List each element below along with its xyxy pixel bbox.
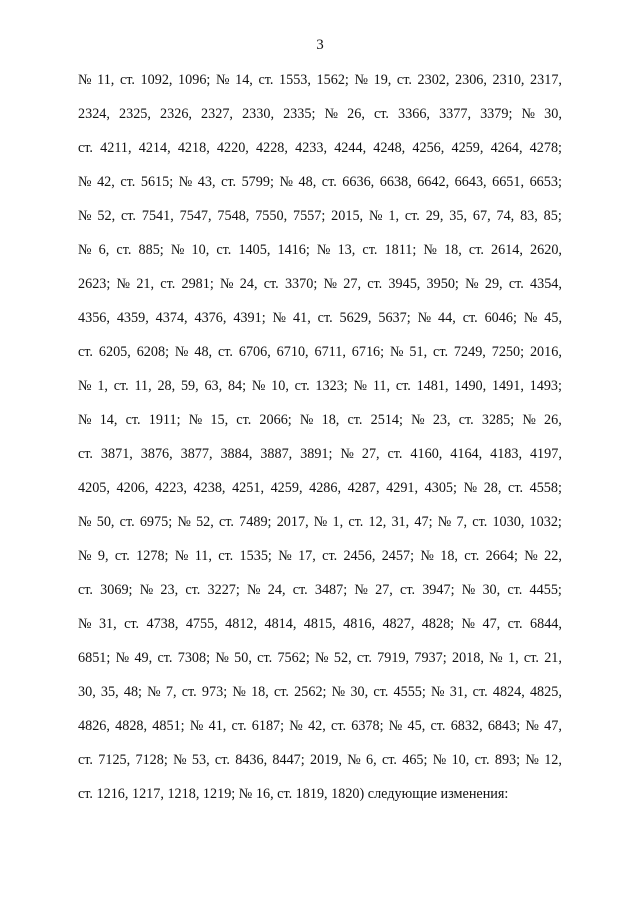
text-line: 4205, 4206, 4223, 4238, 4251, 4259, 4286, 4287, 4291, 4305; № 28, ст. 4558; (78, 480, 562, 496)
text-line: № 52, ст. 7541, 7547, 7548, 7550, 7557; 2015, № 1, ст. 29, 35, 67, 74, 83, 85; (78, 208, 562, 224)
text-line: 4356, 4359, 4374, 4376, 4391; № 41, ст. 5629, 5637; № 44, ст. 6046; № 45, (78, 310, 562, 326)
text-line: № 42, ст. 5615; № 43, ст. 5799; № 48, ст. 6636, 6638, 6642, 6643, 6651, 6653; (78, 174, 562, 190)
page-number: 3 (316, 37, 324, 53)
text-line: № 9, ст. 1278; № 11, ст. 1535; № 17, ст. 2456, 2457; № 18, ст. 2664; № 22, (78, 548, 562, 564)
text-line: 6851; № 49, ст. 7308; № 50, ст. 7562; № 52, ст. 7919, 7937; 2018, № 1, ст. 21, (78, 650, 562, 666)
text-line: № 14, ст. 1911; № 15, ст. 2066; № 18, ст. 2514; № 23, ст. 3285; № 26, (78, 412, 562, 428)
text-line: № 50, ст. 6975; № 52, ст. 7489; 2017, № 1, ст. 12, 31, 47; № 7, ст. 1030, 1032; (78, 514, 562, 530)
text-line: № 1, ст. 11, 28, 59, 63, 84; № 10, ст. 1323; № 11, ст. 1481, 1490, 1491, 1493; (78, 378, 562, 394)
text-line: ст. 6205, 6208; № 48, ст. 6706, 6710, 6711, 6716; № 51, ст. 7249, 7250; 2016, (78, 344, 562, 360)
text-line: ст. 7125, 7128; № 53, ст. 8436, 8447; 2019, № 6, ст. 465; № 10, ст. 893; № 12, (78, 752, 562, 768)
text-line: № 11, ст. 1092, 1096; № 14, ст. 1553, 1562; № 19, ст. 2302, 2306, 2310, 2317, (78, 72, 562, 88)
text-line: № 31, ст. 4738, 4755, 4812, 4814, 4815, 4816, 4827, 4828; № 47, ст. 6844, (78, 616, 562, 632)
text-line: № 6, ст. 885; № 10, ст. 1405, 1416; № 13, ст. 1811; № 18, ст. 2614, 2620, (78, 242, 562, 258)
text-line: 2623; № 21, ст. 2981; № 24, ст. 3370; № 27, ст. 3945, 3950; № 29, ст. 4354, (78, 276, 562, 292)
body-text (78, 70, 562, 818)
text-line: ст. 4211, 4214, 4218, 4220, 4228, 4233, 4244, 4248, 4256, 4259, 4264, 4278; (78, 140, 562, 156)
text-line: 2324, 2325, 2326, 2327, 2330, 2335; № 26, ст. 3366, 3377, 3379; № 30, (78, 106, 562, 122)
text-line: 30, 35, 48; № 7, ст. 973; № 18, ст. 2562; № 30, ст. 4555; № 31, ст. 4824, 4825, (78, 684, 562, 700)
text-line: ст. 3871, 3876, 3877, 3884, 3887, 3891; № 27, ст. 4160, 4164, 4183, 4197, (78, 446, 562, 462)
text-line: 4826, 4828, 4851; № 41, ст. 6187; № 42, ст. 6378; № 45, ст. 6832, 6843; № 47, (78, 718, 562, 734)
text-line: ст. 1216, 1217, 1218, 1219; № 16, ст. 1819, 1820) следующие изменения: (78, 786, 509, 802)
text-line: ст. 3069; № 23, ст. 3227; № 24, ст. 3487; № 27, ст. 3947; № 30, ст. 4455; (78, 582, 562, 598)
